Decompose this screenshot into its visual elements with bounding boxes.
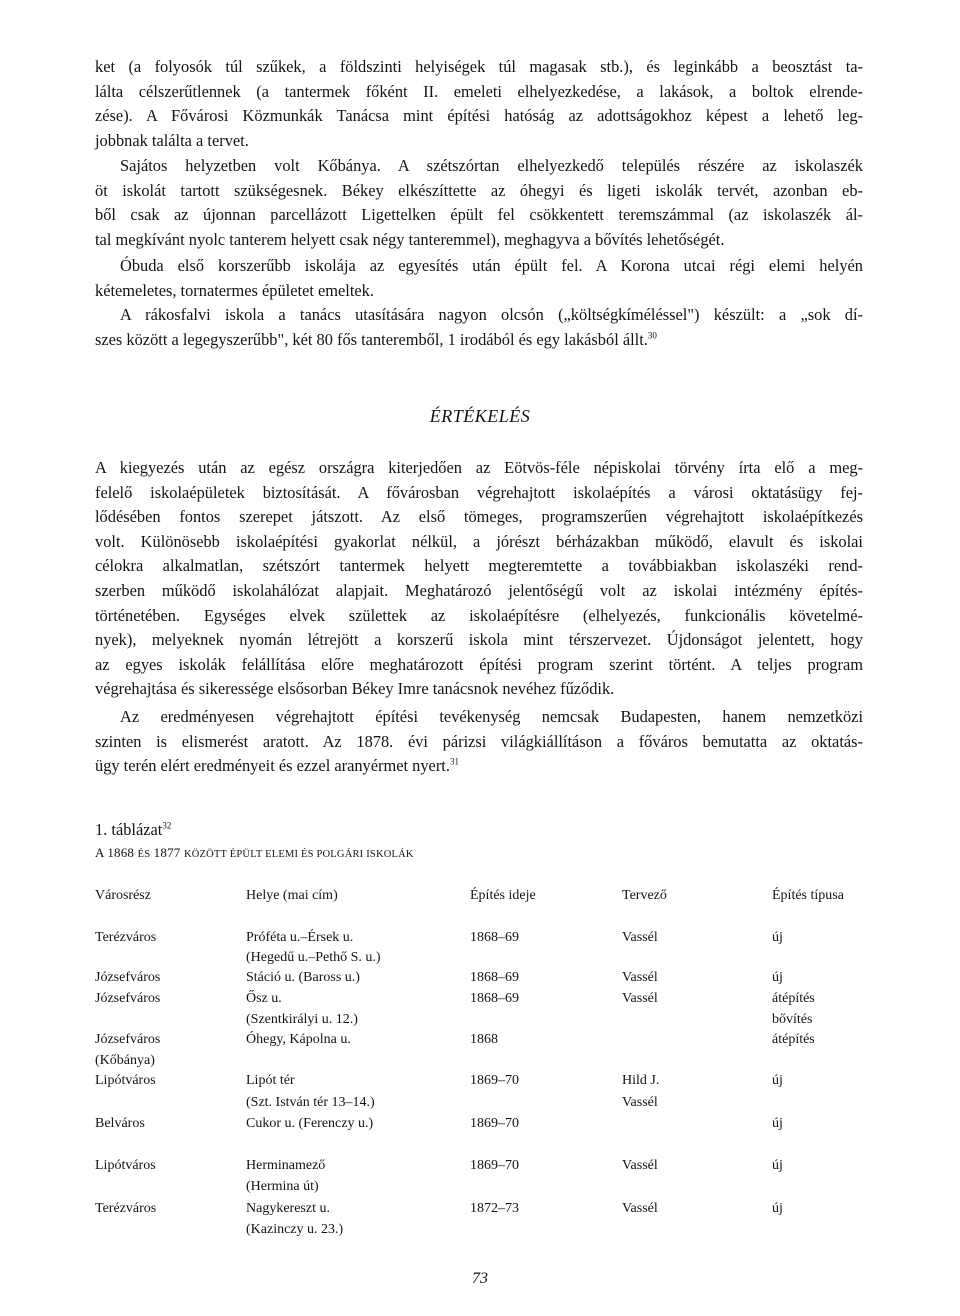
text-line: [95, 328, 863, 353]
table-cell: 1869–70: [470, 1073, 519, 1088]
table-cell: Terézváros: [95, 1201, 157, 1216]
subtitle-part: KÖZÖTT ÉPÜLT ELEMI ÉS POLGÁRI ISKOLÁK: [183, 849, 414, 860]
page-number: 73: [472, 1270, 488, 1287]
table-cell: új: [772, 970, 783, 985]
table-header-cell: Építés típusa: [772, 888, 844, 903]
text-line: jobbnak találta a tervet.: [95, 130, 249, 150]
table-cell: Lipótváros: [95, 1073, 156, 1088]
table-cell: átépítés: [772, 991, 815, 1006]
table-cell: 1869–70: [470, 1116, 519, 1131]
table-cell: átépítés: [772, 1032, 815, 1047]
table-cell: (Szentkirályi u. 12.): [246, 1012, 358, 1027]
table-cell: 1868–69: [470, 991, 519, 1006]
table-header-cell: Városrész: [95, 888, 151, 903]
table-cell: Vassél: [622, 1201, 658, 1216]
table-cell: (Hermina út): [246, 1179, 319, 1194]
text-run: ügy terén elért eredményeit és ezzel aranyérmet nyert.: [95, 756, 450, 776]
table-cell: Lipótváros: [95, 1158, 156, 1173]
text-line: szerben működő iskolahálózat alapjait. Meghatározó jelentőségű volt az iskolai intézmény építés-: [95, 580, 863, 600]
table-cell: bővítés: [772, 1012, 813, 1027]
subtitle-part: A: [95, 845, 104, 860]
table-cell: új: [772, 1158, 783, 1173]
paragraph-intro: [95, 55, 863, 153]
subtitle-part: ÉS: [137, 849, 151, 860]
text-line: [95, 754, 863, 779]
table-cell: Próféta u.–Érsek u.: [246, 930, 354, 945]
text-line: Az eredményesen végrehajtott építési tevékenység nemcsak Budapesten, hanem nemzetközi: [120, 707, 863, 726]
table-cell: új: [772, 1201, 783, 1216]
table-cell: Vassél: [622, 970, 658, 985]
paragraph-paris-expo: [95, 705, 863, 779]
table-cell: Vassél: [622, 1095, 658, 1110]
table-cell: Óhegy, Kápolna u.: [246, 1032, 351, 1047]
table-subtitle: [95, 845, 414, 861]
table-cell: Herminamező: [246, 1158, 326, 1173]
table-cell: 1868–69: [470, 930, 519, 945]
text-line: ket (a folyosók túl szűkek, a földszinti helyiségek túl magasak stb.), és leginkább a beosztást ta-: [95, 57, 863, 76]
text-line: kétemeletes, tornatermes épületet emeltek.: [95, 280, 374, 300]
table-cell: Nagykereszt u.: [246, 1201, 330, 1216]
text-line: A kiegyezés után az egész országra kiterjedően az Eötvös-féle népiskolai törvény írta elő a meg-: [95, 458, 863, 477]
text-line: célokra alkalmatlan, szétszórt tantermek helyett megteremtette a továbbiakban iskolaszéki rend-: [95, 556, 863, 576]
text-line: ből csak az újonnan parcellázott Ligettelken épült fel csökkentett teremszámmal (az iskolaszék ál-: [95, 205, 863, 225]
text-line: A rákosfalvi iskola a tanács utasítására nagyon olcsón („költségkíméléssel") készült: a „sok dí-: [120, 305, 863, 324]
text-line: Sajátos helyzetben volt Kőbánya. A szétszórtan elhelyezkedő település részére az iskolaszék: [120, 156, 863, 175]
text-line: zése). A Fővárosi Közmunkák Tanácsa mint építési hatóság az adottságokhoz képest a lehető leg-: [95, 106, 863, 126]
table-title: [95, 820, 171, 840]
table-title-text: 1. táblázat: [95, 820, 163, 839]
paragraph-obuda: [95, 254, 863, 303]
table-cell: Cukor u. (Ferenczy u.): [246, 1116, 374, 1131]
table-cell: új: [772, 1116, 783, 1131]
table-cell: 1869–70: [470, 1158, 519, 1173]
text-line: szinten is elismerést aratott. Az 1878. évi párizsi világkiállításon a főváros bemutatta az oktatás-: [95, 731, 863, 751]
subtitle-part: 1868: [103, 845, 138, 860]
table-cell: Ősz u.: [246, 991, 282, 1006]
text-line: végrehajtása és sikeressége elsősorban Békey Imre tanácsnok nevéhez fűződik.: [95, 679, 615, 699]
table-cell: 1868–69: [470, 970, 519, 985]
text-line: öt iskolát tartott szükségesnek. Békey elkészíttette az óhegyi és ligeti iskolák tervét, azonban eb-: [95, 180, 863, 200]
paragraph-evaluation: [95, 456, 863, 702]
table-cell: (Hegedű u.–Pethő S. u.): [246, 950, 381, 965]
table-cell: Vassél: [622, 1158, 658, 1173]
text-line: volt. Különösebb iskolaépítési gyakorlat nélkül, a jórészt bérházakban működő, elavult és iskolai: [95, 531, 863, 551]
table-cell: Józsefváros: [95, 970, 161, 985]
table-cell: Stáció u. (Baross u.): [246, 970, 360, 985]
table-cell: Terézváros: [95, 930, 157, 945]
table-cell: 1872–73: [470, 1201, 519, 1216]
text-line: tal megkívánt nyolc tanterem helyett csak négy tanteremmel), meghagyva a bővítés lehetőségét.: [95, 229, 725, 249]
table-cell: Hild J.: [622, 1073, 660, 1088]
footnote-ref: 30: [647, 330, 657, 341]
paragraph-rakosfalva: [95, 303, 863, 352]
table-cell: Belváros: [95, 1116, 145, 1131]
table-cell: Józsefváros: [95, 991, 161, 1006]
text-line: az egyes iskolák felállítása előre meghatározott építési program szerint történt. A teljes program: [95, 654, 863, 674]
table-cell: új: [772, 930, 783, 945]
table-cell: (Kazinczy u. 23.): [246, 1222, 344, 1237]
table-header-cell: Tervező: [622, 888, 667, 903]
table-cell: Lipót tér: [246, 1073, 295, 1088]
text-line: lálta célszerűtlennek (a tantermek főként II. emeleti elhelyezkedése, a lakások, a boltok elrende-: [95, 81, 863, 101]
subtitle-part: 1877: [150, 845, 184, 860]
footnote-ref: 32: [162, 820, 172, 831]
section-heading: ÉRTÉKELÉS: [429, 406, 531, 426]
text-line: lődésében fontos szerepet játszott. Az első tömeges, programszerűen végrehajtott iskolaépítkezés: [95, 507, 863, 527]
text-line: felelő iskolaépületek biztosítását. A fővárosban végrehajtott iskolaépítés a városi oktatásügy fej-: [95, 482, 863, 502]
text-line: nyek), melyeknek nyomán létrejött a korszerű iskola mint térszervezet. Újdonságot jelentett, hogy: [95, 630, 863, 650]
table-cell: Józsefváros: [95, 1032, 161, 1047]
table-header-cell: Építés ideje: [470, 888, 536, 903]
text-run: szes között a legegyszerűbb", két 80 fős tanteremből, 1 irodából és egy lakásból állt.: [95, 329, 648, 349]
table-header-cell: Helye (mai cím): [246, 888, 338, 903]
text-line: Óbuda első korszerűbb iskolája az egyesítés után épült fel. A Korona utcai régi elemi helyén: [120, 256, 863, 275]
text-line: történetében. Egységes elvek születtek az iskolaépítésre (elhelyezés, funkcionális követelmé-: [95, 605, 863, 625]
footnote-ref: 31: [449, 756, 459, 767]
table-cell: (Szt. István tér 13–14.): [246, 1095, 375, 1110]
table-cell: új: [772, 1073, 783, 1088]
table-cell: (Kőbánya): [95, 1053, 155, 1068]
table-cell: Vassél: [622, 991, 658, 1006]
paragraph-kobanya: [95, 154, 863, 252]
table-cell: 1868: [470, 1032, 498, 1047]
table-cell: Vassél: [622, 930, 658, 945]
